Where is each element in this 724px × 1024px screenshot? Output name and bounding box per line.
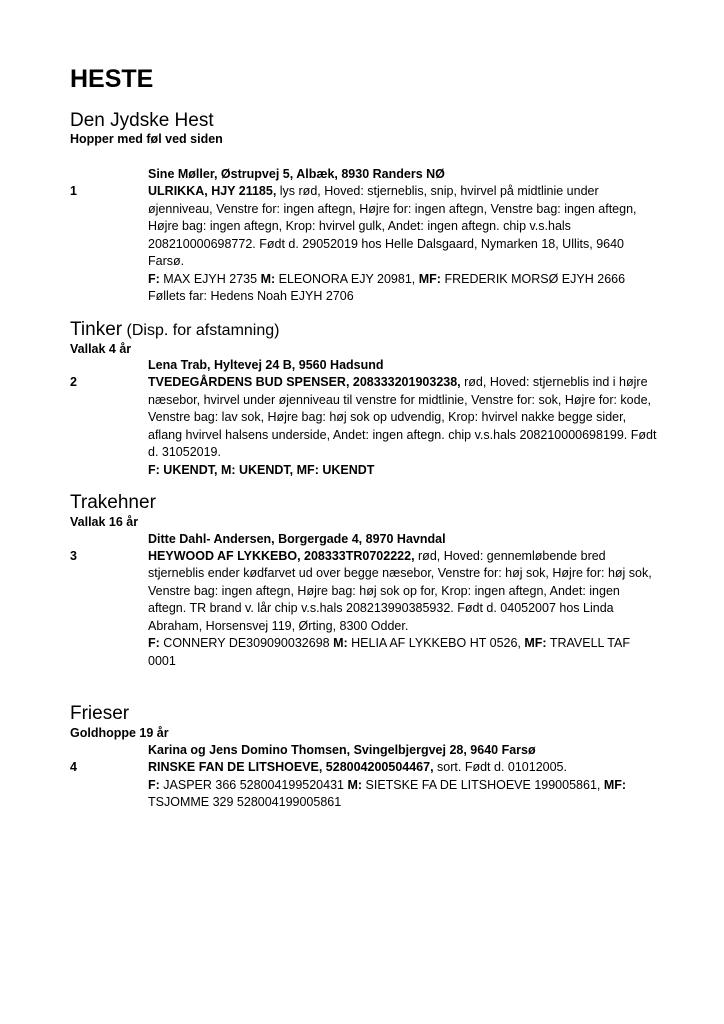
dam-value: HELIA AF LYKKEBO HT 0526, xyxy=(347,636,525,651)
sire-value: UKENDT, xyxy=(159,462,221,477)
category-heading: Vallak 16 år xyxy=(70,515,139,530)
entry-number: 1 xyxy=(70,184,77,199)
section-tinker xyxy=(70,320,660,480)
dam-sire-value: TSJOMME 329 528004199005861 xyxy=(148,795,342,810)
sire-value: MAX EJYH 2735 xyxy=(159,271,261,286)
breed-name: Trakehner xyxy=(70,492,156,514)
horse-name: TVEDEGÅRDENS BUD SPENSER, 208333201903238, xyxy=(148,375,461,390)
section-jydske-hest xyxy=(70,111,660,306)
dam-sire-value: FREDERIK MORSØ EJYH 2666 xyxy=(440,271,626,286)
dam-value: UKENDT, xyxy=(235,462,297,477)
foal-sire-line: Føllets far: Hedens Noah EJYH 2706 xyxy=(148,289,354,304)
horse-details: rød, Hoved: gennemløbende bred stjerneblis ender kødfarvet ud over begge næsebor, Venstre for: høj sok, Højre for: høj sok, Venstre bag: ingen aftegn, Højre bag: høj sok op for, Krop: ingen aftegn, Andet: ingen aftegn. TR brand v. lår chip v.s.hals 208213990385932. Født d. 04052007 hos Linda Abraham, Horsensvej 119, Ørting, 8300 Odder. xyxy=(148,548,652,633)
dam-sire-label: MF: xyxy=(603,777,627,792)
horse-entry xyxy=(70,374,660,479)
horse-name: ULRIKKA, HJY 21185, xyxy=(148,184,277,199)
owner-line: Ditte Dahl- Andersen, Borgergade 4, 8970 Havndal xyxy=(148,532,446,547)
dam-label: M: xyxy=(347,777,363,792)
horse-description xyxy=(148,183,660,271)
dam-value: ELEONORA EJY 20981, xyxy=(275,271,419,286)
pedigree-line xyxy=(148,635,660,670)
category-heading: Vallak 4 år xyxy=(70,341,132,356)
sire-label: F: xyxy=(148,271,160,286)
horse-details: sort. Født d. 01012005. xyxy=(433,760,567,775)
dam-sire-label: MF: xyxy=(524,636,547,651)
category-heading: Hopper med føl ved siden xyxy=(70,132,223,147)
dam-sire-label: MF: xyxy=(418,271,441,286)
pedigree-line xyxy=(148,271,660,289)
dam-label: M: xyxy=(260,271,276,286)
owner-line: Sine Møller, Østrupvej 5, Albæk, 8930 Randers NØ xyxy=(148,167,445,182)
horse-entry xyxy=(70,183,660,306)
entry-number: 4 xyxy=(70,760,77,775)
dam-sire-value: TRAVELL TAF 0001 xyxy=(148,636,630,668)
entry-body xyxy=(148,183,660,306)
breed-name: Frieser xyxy=(70,703,130,725)
dam-label: M: xyxy=(220,462,236,477)
entry-body xyxy=(148,548,660,671)
sire-label: F: xyxy=(148,462,160,477)
document-page xyxy=(70,66,660,812)
sire-value: CONNERY DE309090032698 xyxy=(159,636,334,651)
owner-line: Karina og Jens Domino Thomsen, Svingelbjergvej 28, 9640 Farsø xyxy=(148,743,536,758)
entry-body xyxy=(148,759,660,812)
horse-name: RINSKE FAN DE LITSHOEVE, 528004200504467, xyxy=(148,760,434,775)
horse-name: HEYWOOD AF LYKKEBO, 208333TR0702222, xyxy=(148,548,415,563)
section-frieser xyxy=(70,704,660,811)
breed-name: Tinker xyxy=(70,318,123,340)
breed-name: Den Jydske Hest xyxy=(70,109,214,131)
owner-line: Lena Trab, Hyltevej 24 B, 9560 Hadsund xyxy=(148,358,384,373)
page-title: HESTE xyxy=(70,65,154,93)
breed-heading xyxy=(70,493,660,514)
section-trakehner xyxy=(70,493,660,670)
entry-body xyxy=(148,374,660,479)
pedigree-line xyxy=(148,777,660,812)
horse-description xyxy=(148,759,660,777)
dam-sire-label: MF: xyxy=(296,462,319,477)
horse-details: rød, Hoved: stjerneblis ind i højre næsebor, hvirvel under øjenniveau til venstre for midtlinie, Venstre for: sok, Højre for: kode, Venstre bag: lav sok, Højre bag: høj sok op udvendig, Krop: hvirvel nakke begge sider, aflang hvirvel halsens underside, Andet: ingen aftegn. chip v.s.hals 208210000698199. Født d. 31052019. xyxy=(148,375,657,460)
horse-description xyxy=(148,548,660,636)
category-heading: Goldhoppe 19 år xyxy=(70,726,169,741)
sire-value: JASPER 366 528004199520431 xyxy=(159,777,348,792)
entry-number: 3 xyxy=(70,548,77,563)
horse-entry xyxy=(70,548,660,671)
horse-details: lys rød, Hoved: stjerneblis, snip, hvirvel på midtlinie under øjenniveau, Venstre for: ingen aftegn, Højre for: ingen aftegn, Venstre bag: ingen aftegn, Højre bag: ingen aftegn, Krop: hvirvel gulk, Andet: ingen aftegn. chip v.s.hals 208210000698772. Født d. 29052019 hos Helle Dalsgaard, Nymarken 18, Ullits, 9640 Farsø. xyxy=(148,184,637,269)
breed-heading xyxy=(70,320,660,341)
breed-heading xyxy=(70,111,660,132)
breed-note: (Disp. for afstamning) xyxy=(122,321,280,339)
breed-heading xyxy=(70,704,660,725)
sire-label: F: xyxy=(148,636,160,651)
dam-label: M: xyxy=(333,636,348,651)
dam-value: SIETSKE FA DE LITSHOEVE 199005861, xyxy=(362,777,604,792)
entry-number: 2 xyxy=(70,375,77,390)
dam-sire-value: UKENDT xyxy=(318,462,375,477)
horse-entry xyxy=(70,759,660,812)
sire-label: F: xyxy=(148,777,160,792)
horse-description xyxy=(148,374,660,462)
pedigree-line xyxy=(148,462,660,480)
